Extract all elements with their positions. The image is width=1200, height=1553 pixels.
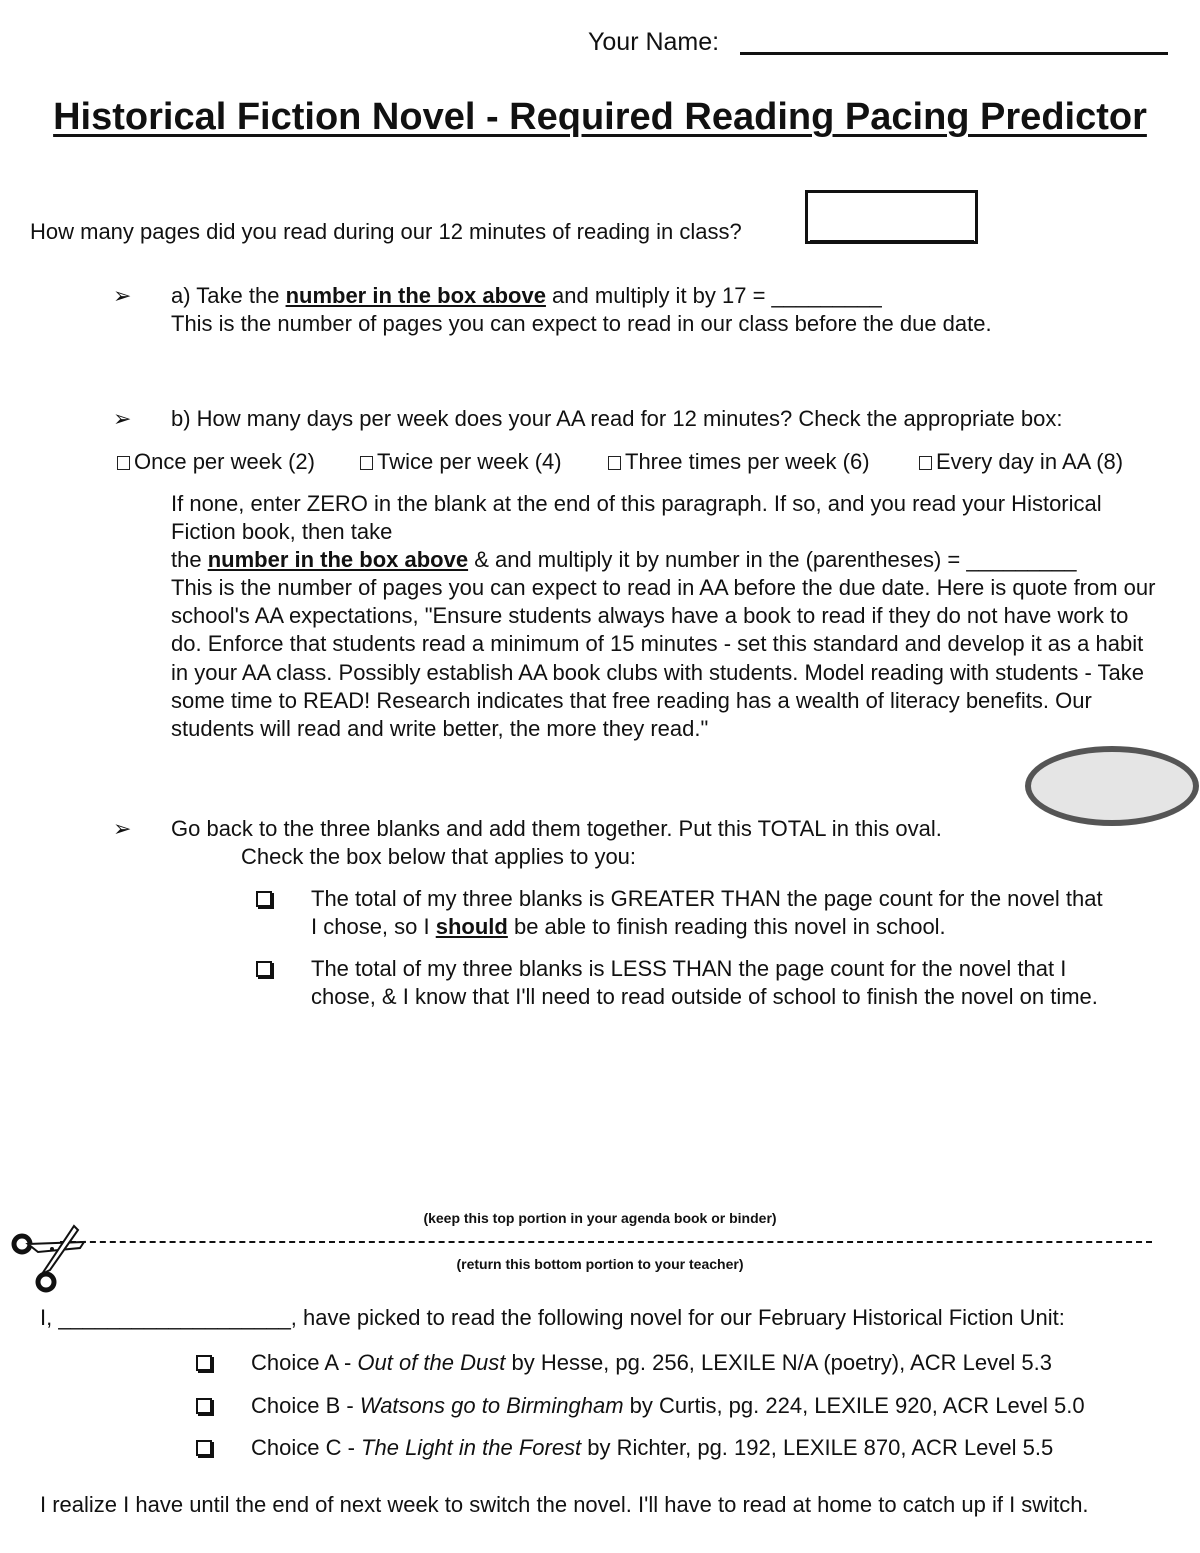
name-label: Your Name: (588, 28, 720, 56)
arrow-bullet-icon: ➢ (113, 406, 132, 431)
para-line3-prefix: the (171, 547, 208, 572)
option-less-line1: The total of my three blanks is LESS THAN the page count for the novel that I (311, 956, 1067, 981)
option-greater-emphasis: should (435, 914, 508, 939)
step-c-line2: Check the box below that applies to you: (241, 844, 637, 869)
arrow-bullet-icon: ➢ (113, 283, 132, 308)
para-line3-suffix: & and multiply it by number in the (parentheses) = _________ (468, 547, 1077, 572)
step-a-line2: This is the number of pages you can expect to read in our class before the due date. (171, 311, 992, 336)
checkbox-icon[interactable] (919, 456, 932, 470)
checkbox-less-than[interactable] (256, 961, 272, 977)
checkbox-icon[interactable] (608, 456, 621, 470)
pages-read-answer-box[interactable] (805, 190, 978, 244)
answer-box-underline (810, 240, 974, 241)
checkbox-choice-a[interactable] (196, 1355, 212, 1371)
return-label: (return this bottom portion to your teacher) (456, 1256, 744, 1272)
frequency-option-once[interactable] (117, 448, 315, 476)
closing-statement: I realize I have until the end of next week to switch the novel. I'll have to read at home to catch up if I switch. (40, 1492, 1089, 1517)
choice-a (251, 1349, 1052, 1377)
book-details: by Richter, pg. 192, LEXILE 870, ACR Level 5.5 (581, 1435, 1054, 1460)
total-oval[interactable] (1025, 746, 1199, 826)
step-b-para-line2: Fiction book, then take (171, 519, 393, 544)
option-less-line2: chose, & I know that I'll need to read outside of school to finish the novel on time. (311, 984, 1098, 1009)
frequency-option-every-day[interactable] (919, 448, 1123, 476)
step-a-line1 (171, 282, 882, 310)
option-greater-line1: The total of my three blanks is GREATER THAN the page count for the novel that (311, 886, 1103, 911)
option-label: Three times per week (6) (625, 449, 870, 474)
checkbox-icon[interactable] (360, 456, 373, 470)
checkbox-greater-than[interactable] (256, 891, 272, 907)
option-greater-suffix: be able to finish reading this novel in school. (507, 914, 946, 939)
checkbox-choice-b[interactable] (196, 1398, 212, 1414)
frequency-option-three[interactable] (608, 448, 870, 476)
step-a-emphasis: number in the box above (285, 283, 546, 308)
option-label: Once per week (2) (134, 449, 315, 474)
choice-label: Choice A - (251, 1350, 358, 1375)
pick-line: I, ___________________, have picked to read the following novel for our February Historical Fiction Unit: (40, 1305, 1065, 1330)
book-title: The Light in the Forest (361, 1435, 582, 1460)
choice-c (251, 1434, 1053, 1462)
step-c-line1: Go back to the three blanks and add them together. Put this TOTAL in this oval. (171, 816, 942, 841)
choice-b (251, 1392, 1085, 1420)
choice-label: Choice B - (251, 1393, 360, 1418)
step-b-para-rest: This is the number of pages you can expect to read in AA before the due date. Here is quote from our school's AA expectations, "Ensure students always have a book to read if they do not have work to do. Enforce that students read a minimum of 15 minutes - set this standard and develop it as a habit in your AA class. Possibly establish AA book clubs with students. Model reading with students - Take some time to READ! Research indicates that free reading has a wealth of literacy benefits. Our students will read and write better, the more they read." (171, 575, 1156, 742)
pages-read-question: How many pages did you read during our 12 minutes of reading in class? (30, 219, 742, 244)
para-line3-emphasis: number in the box above (207, 547, 469, 572)
name-blank-line[interactable] (740, 52, 1168, 55)
keep-label: (keep this top portion in your agenda book or binder) (423, 1210, 777, 1226)
checkbox-icon[interactable] (117, 456, 130, 470)
page-title: Historical Fiction Novel - Required Reading Pacing Predictor (53, 96, 1147, 138)
book-title: Out of the Dust (357, 1350, 506, 1375)
step-b-question: b) How many days per week does your AA read for 12 minutes? Check the appropriate box: (171, 406, 1063, 431)
step-b-para-line1: If none, enter ZERO in the blank at the end of this paragraph. If so, and you read your Historical (171, 491, 1102, 516)
step-b-para-line3 (171, 546, 1077, 574)
step-a-suffix: and multiply it by 17 = _________ (545, 283, 882, 308)
cut-dashed-line (60, 1241, 1152, 1243)
option-label: Twice per week (4) (377, 449, 562, 474)
scissors-icon (8, 1222, 90, 1298)
checkbox-choice-c[interactable] (196, 1440, 212, 1456)
book-title: Watsons go to Birmingham (359, 1393, 624, 1418)
option-label: Every day in AA (8) (936, 449, 1124, 474)
choice-label: Choice C - (251, 1435, 362, 1460)
option-greater-line2 (311, 913, 946, 941)
option-greater-prefix: I chose, so I (311, 914, 436, 939)
book-details: by Curtis, pg. 224, LEXILE 920, ACR Level 5.0 (623, 1393, 1085, 1418)
book-details: by Hesse, pg. 256, LEXILE N/A (poetry), ACR Level 5.3 (505, 1350, 1052, 1375)
frequency-option-twice[interactable] (360, 448, 562, 476)
arrow-bullet-icon: ➢ (113, 816, 132, 841)
step-a-prefix: a) Take the (171, 283, 286, 308)
